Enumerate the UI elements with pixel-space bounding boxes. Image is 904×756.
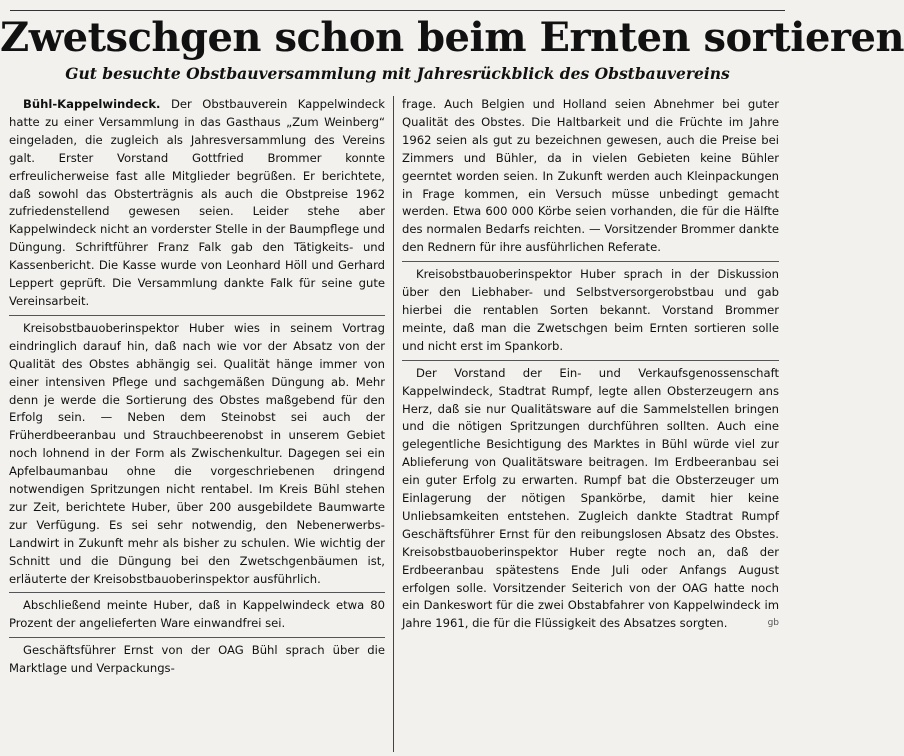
paragraph-right-2: Kreisobstbauoberinspektor Huber sprach in der Diskussion über den Liebhaber- und Selbstversorgerobstbau und gab hierbei die rentablen Sorten bekannt. Vorstand Brommer meinte, daß man die Zwetschgen beim Ernten sortieren solle und nicht erst im Spankorb. bbox=[402, 261, 779, 356]
headline: Zwetschgen schon beim Ernten sortieren bbox=[0, 14, 904, 61]
author-signature: gb bbox=[767, 618, 779, 629]
paragraph-left-4: Geschäftsführer Ernst von der OAG Bühl sprach über die Marktlage und Verpackungs- bbox=[9, 637, 385, 678]
paragraph-right-1: frage. Auch Belgien und Holland seien Abnehmer bei guter Qualität des Obstes. Die Haltbarkeit und die Früchte im Jahre 1962 seien als gut zu bezeichnen gewesen, auch die Preise bei Zimmers und Bühler, da in vielen Gebieten keine Bühler geerntet worden seien. In Zukunft werden auch Kleinpackungen in Frage kommen, ein Versuch müsse unbedingt gemacht werden. Etwa 600 000 Körbe seien vorhanden, die für die Hälfte des normalen Bedarfs reichten. — Vorsitzender Brommer dankte den Rednern für ihre ausführlichen Referate. bbox=[402, 97, 779, 255]
paragraph-left-2: Kreisobstbauoberinspektor Huber wies in seinem Vortrag eindringlich darauf hin, daß nach wie vor der Absatz von der Qualität des Obstes abhängig sei. Qualität hänge immer von einer intensiven Pflege und sachgemäßen Düngung ab. Mehr denn je werde die Sortierung des Obstes maßgebend für den Erfolg sein. — Neben dem Steinobst sei auch der Früherdbeeranbau und Strauchbeerenobst in unserem Gebiet noch lohnend in der Form als Zwischenkultur. Dagegen sei ein Apfelbaumanbau ohne die vorgeschriebenen dringend notwendigen Spritzungen nicht rentabel. Im Kreis Bühl stehen zur Zeit, berichtete Huber, über 200 ausgebildete Baumwarte zur Verfügung. Es sei sehr notwendig, den Nebenerwerbs-Landwirt in Zukunft mehr als bisher zu schulen. Wie wichtig der Schnitt und die Düngung bei den Zwetschgenbäumen ist, erläuterte der Kreisobstbauoberinspektor ausführlich. bbox=[9, 315, 385, 589]
right-column bbox=[402, 96, 779, 752]
top-rule bbox=[10, 10, 785, 11]
left-column bbox=[9, 96, 385, 752]
paragraph-right-3 bbox=[402, 360, 779, 634]
subheadline: Gut besuchte Obstbauversammlung mit Jahresrückblick des Obstbauvereins bbox=[65, 64, 730, 83]
column-divider bbox=[393, 96, 394, 752]
paragraph-left-1 bbox=[9, 96, 385, 311]
paragraph-text: Der Vorstand der Ein- und Verkaufsgenossenschaft Kappelwindeck, Stadtrat Rumpf, legte allen Obsterzeugern ans Herz, daß sie nur Qualitätsware auf die Sammelstellen bringen und die nötigen Spritzungen durchführen sollten. Auch eine gelegentliche Besichtigung des Marktes in Bühl würde viel zur Ablieferung von Qualitätsware beitragen. Im Erdbeeranbau sei ein guter Erfolg zu erwarten. Rumpf bat die Obsterzeuger um Einlagerung der nötigen Spankörbe, damit hier keine Unliebsamkeiten entstehen. Zugleich dankte Stadtrat Rumpf Geschäftsführer Ernst für den reibungslosen Absatz des Obstes. Kreisobstbauoberinspektor Huber regte noch an, daß der Erdbeeranbau spätestens Ende Juli oder Anfangs August erfolgen solle. Vorsitzender Seiterich von der OAG hatte noch ein Dankeswort für die zwei Obstabfahrer von Kappelwindeck im Jahre 1961, die für die Flüssigkeit des Absatzes sorgten. bbox=[402, 365, 779, 631]
paragraph-left-3: Abschließend meinte Huber, daß in Kappelwindeck etwa 80 Prozent der angelieferten Ware einwandfrei sei. bbox=[9, 592, 385, 633]
paragraph-text: Der Obstbauverein Kappelwindeck hatte zu einer Versammlung in das Gasthaus „Zum Weinberg“ eingeladen, die zugleich als Jahresversammlung des Vereins galt. Erster Vorstand Gottfried Brommer konnte erfreulicherweise fast alle Mitglieder begrüßen. Er berichtete, daß sowohl das Obsterträgnis als auch die Obstpreise 1962 zufriedenstellend gewesen seien. Leider stehe aber Kappelwindeck nicht an vorderster Stelle in der Baumpflege und Düngung. Schriftführer Franz Falk gab den Tätigkeits- und Kassenbericht. Die Kasse wurde von Leonhard Höll und Gerhard Leppert geprüft. Die Versammlung dankte Falk für seine gute Vereinsarbeit. bbox=[9, 97, 385, 308]
dateline: Bühl-Kappelwindeck. bbox=[23, 97, 161, 111]
